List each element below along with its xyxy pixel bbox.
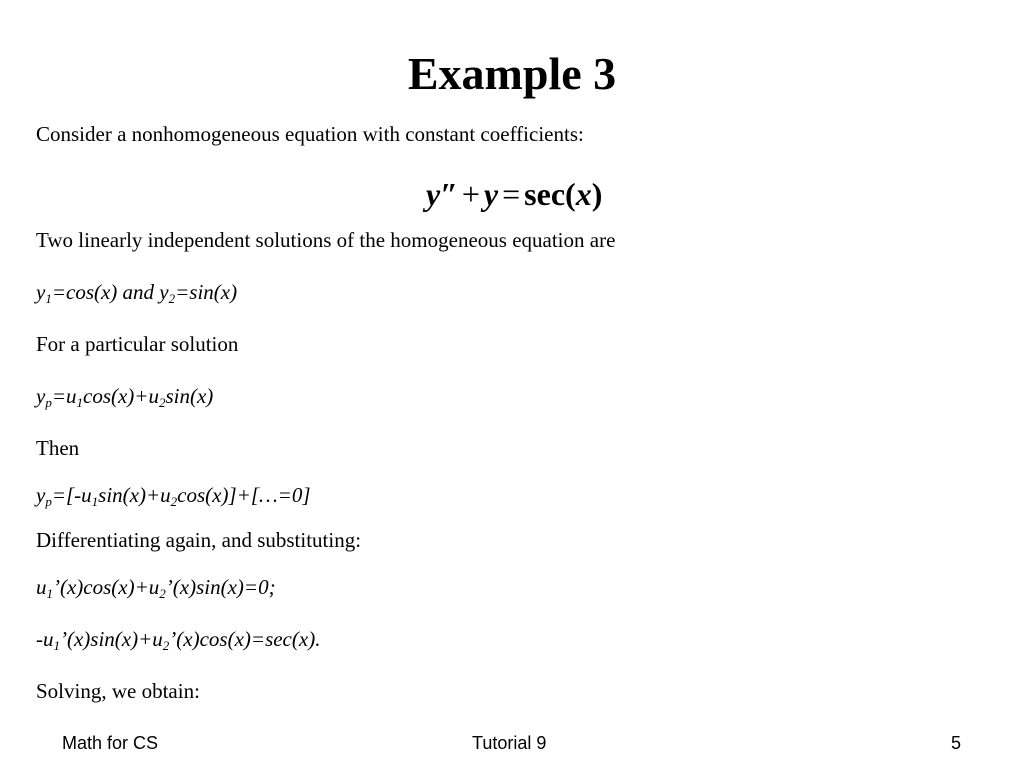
eq1-part-b: ’(x)cos(x)+u bbox=[53, 575, 160, 599]
then-text: Then bbox=[36, 436, 80, 460]
eq1-part-c: ’(x)sin(x)=0; bbox=[165, 575, 276, 599]
eq2-part-b: ’(x)sin(x)+u bbox=[60, 627, 163, 651]
footer-course: Math for CS bbox=[62, 733, 159, 753]
ypd-sub-1: 1 bbox=[91, 494, 99, 509]
ypd-part-a: y bbox=[36, 483, 46, 507]
yp-part-c: cos(x)+u bbox=[83, 384, 159, 408]
yp-sub-p: p bbox=[45, 395, 52, 410]
eq1-part-a: u bbox=[36, 575, 47, 599]
y1y2-sub-1: 1 bbox=[45, 291, 52, 306]
particular-solution-line bbox=[36, 383, 213, 409]
eq2-part-c: ’(x)cos(x)=sec(x). bbox=[169, 627, 321, 651]
y1y2-sub-2: 2 bbox=[168, 291, 176, 306]
solving-text: Solving, we obtain: bbox=[36, 679, 200, 703]
particular-text: For a particular solution bbox=[36, 332, 239, 356]
ypd-sub-p: p bbox=[45, 494, 52, 509]
eq1-sub-2: 2 bbox=[159, 586, 166, 601]
solutions-line bbox=[36, 279, 237, 305]
eq2-sub-1: 1 bbox=[53, 638, 60, 653]
yp-part-a: y bbox=[36, 384, 46, 408]
ypd-part-b: =[-u bbox=[51, 483, 92, 507]
condition-equation-2 bbox=[36, 626, 320, 652]
ypd-part-d: cos(x)]+[…=0] bbox=[177, 483, 311, 507]
y1y2-part-a: y bbox=[36, 280, 46, 304]
eq-double-prime: ″ bbox=[440, 176, 458, 212]
main-equation bbox=[426, 172, 602, 216]
y1y2-part-c: =sin(x) bbox=[175, 280, 238, 304]
eq2-sub-2: 2 bbox=[162, 638, 170, 653]
yp-sub-1: 1 bbox=[76, 395, 83, 410]
eq-var-y: y bbox=[426, 176, 441, 212]
eq-var-y2: y bbox=[483, 176, 499, 212]
intro-text: Consider a nonhomogeneous equation with constant coefficients: bbox=[36, 122, 584, 146]
footer-page-number: 5 bbox=[951, 733, 962, 753]
slide-title: Example 3 bbox=[407, 48, 617, 99]
condition-equation-1 bbox=[36, 574, 276, 600]
y1y2-part-b: =cos(x) and y bbox=[51, 280, 169, 304]
ypd-sub-2: 2 bbox=[170, 494, 178, 509]
eq1-sub-1: 1 bbox=[46, 586, 53, 601]
yp-part-b: =u bbox=[51, 384, 77, 408]
eq-equals: = bbox=[502, 176, 521, 212]
yp-sub-2: 2 bbox=[158, 395, 166, 410]
footer-tutorial: Tutorial 9 bbox=[472, 733, 547, 753]
eq2-part-a: -u bbox=[36, 627, 54, 651]
ypd-part-c: sin(x)+u bbox=[98, 483, 171, 507]
derivative-line bbox=[36, 482, 311, 508]
yp-part-d: sin(x) bbox=[165, 384, 214, 408]
eq-plus: + bbox=[461, 176, 480, 212]
eq-sec: sec( bbox=[524, 176, 576, 212]
homogeneous-text: Two linearly independent solutions of the homogeneous equation are bbox=[36, 228, 616, 252]
eq-arg-x: x bbox=[575, 176, 592, 212]
differentiating-text: Differentiating again, and substituting: bbox=[36, 528, 362, 552]
eq-close-paren: ) bbox=[591, 176, 603, 212]
